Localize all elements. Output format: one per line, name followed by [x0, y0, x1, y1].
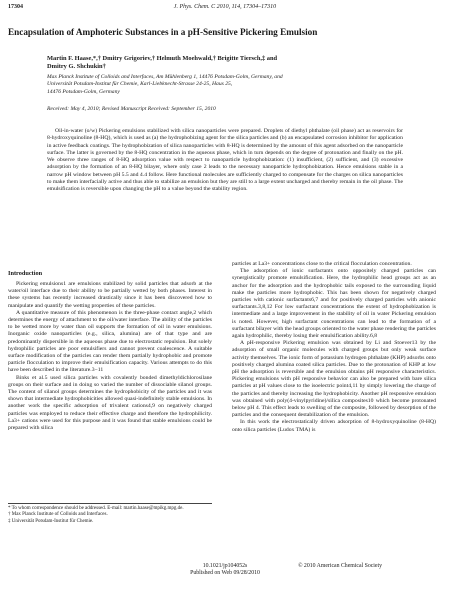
paragraph: Binks et al.5 used silica particles with covalently bonded dimethyldichlorosilane groups on their surface and in doing so varied the number of dissociable silanol groups. The content of silanol groups determines the hydrophobicity of the particles and it was shown that intermediate hydrophobicities allowed quasi-indefinitely stable emulsions. In another work the specific adsorption of trivalent cations4,9 on negatively charged particles was employed to reduce their effective charge and therefore the hydrophilicity. La3+ cations were used for this purpose and it was found that stable emulsions could be prepared with silica — [8, 374, 212, 432]
publication-date: Published on Web 09/28/2010 — [190, 570, 260, 576]
abstract-text: Oil-in-water (o/w) Pickering emulsions stabilized with silica nanoparticles were prepared. Droplets of diethyl phthalate (oil phase) act as reservoirs for 8-hydroxyquinoline (8-HQ), which is used as (a) the hydrophobizing agent for the silica particles and (b) an encapsulated corrosion inhibitor for application in active feedback coatings. The hydrophobization of silica nanoparticles with 8-HQ is determined by the amount of this agent adsorbed on the nanoparticle surface. The latter is governed by the 8-HQ concentration in the aqueous phase, which in turn depends on the degree of protonation and finally on the pH. We observe three ranges of 8-HQ adsorption value with respect to nanoparticle hydrophobization: (1) insufficient, (2) sufficient, and (3) excessive adsorption by the formation of an 8-HQ bilayer, where only case 2 leads to the necessary nanoparticle hydrophobization. Hence emulsions stable in a narrow pH window between pH 5.5 and 4.4 follow. Here functional molecules are sufficiently charged to compensate for the charges on silica nanoparticles to make them interfacially active and thus able to stabilize an emulsion but they are still to a large extent uncharged and thereby remain in the oil phase. The emulsification is reversible upon changing the pH to a value beyond the stability region. — [47, 128, 403, 192]
journal-citation: J. Phys. Chem. C 2010, 114, 17304–17310 — [173, 4, 277, 10]
received-dates: Received: May 4, 2010; Revised Manuscript Received: September 15, 2010 — [47, 106, 216, 112]
authors-line: Martin F. Haase,*,† Dmitry Grigoriev,† Helmuth Moehwald,† Brigitte Tiersch,‡ and — [47, 55, 278, 62]
doi: 10.1021/jp104052s — [202, 563, 248, 569]
paragraph: In this work the electrostatically driven adsorption of 8-hydroxyquinoline (8-HQ) onto silica particles (Ludox TMA) is — [232, 419, 436, 433]
authors-line: Dmitry G. Shchukin† — [47, 63, 106, 70]
paragraph: A pH-responsive Pickering emulsion was obtained by Li and Stoever13 by the adsorption of small organic molecules with charged groups but only weak surface activity themselves. The ionic form of potassium hydrogen phthalate (KHP) adsorbs onto positively charged alumina coated silica particles. Due to the protonation of KHP at low pH the adsorption is reversible and the emulsion obtains pH responsive characteristics. Pickering emulsions with pH responsive behavior can also be prepared with bare silica particles at pH values close to the isoelectric point4,11 by simply lowering the charge of the particles and thereby increasing the hydrophobicity. Another pH responsive emulsion was obtained with poly(4-vinylpyridine)/silica composites10 which become protonated below pH 4. This effect leads to swelling of the composite, followed by desorption of the particles and the consequent destabilization of the emulsion. — [232, 340, 436, 419]
affiliation-line: Universität Potsdam-Institut für Chemie, Karl-Liebknecht-Strasse 24-25, Haus 25, — [47, 81, 233, 88]
left-column — [8, 281, 212, 432]
affiliation-line: Max Planck Institute of Colloids and Interfaces, Am Mühlenberg 1, 14476 Potsdam-Golm, Germany, and — [47, 74, 283, 80]
paragraph: particles at La3+ concentrations close to the critical flocculation concentration. — [232, 261, 412, 267]
paragraph: Pickering emulsions1 are emulsions stabilized by solid particles that adsorb at the water/oil interface due to their ability to be partially wetted by both phases. Interest in these systems has recently increased drastically since it has been discovered how to manipulate and quantify the wetting properties of these particles. — [8, 281, 212, 309]
footnote-affiliation: ‡ Universität Potsdam-Institut für Chemie. — [8, 518, 94, 524]
section-heading: Introduction — [8, 270, 43, 277]
author-list — [47, 55, 387, 71]
footnote-affiliation: † Max Planck Institute of Colloids and Interfaces. — [8, 512, 108, 518]
abstract — [47, 128, 403, 193]
affiliations — [47, 74, 387, 96]
footnote-correspondence: * To whom correspondence should be addressed. E-mail: martin.haase@mpikg.mpg.de. — [8, 506, 184, 511]
copyright: © 2010 American Chemical Society — [298, 563, 382, 569]
page-number: 17304 — [8, 4, 23, 10]
affiliation-line: 14476 Potsdam-Golm, Germany — [47, 88, 120, 95]
paragraph: A quantitative measure of this phenomenon is the three-phase contact angle,2 which determines the energy of attachment to the oil/water interface. The ability of the particles to be wetted more by water than oil supports the formation of oil in water emulsions. Inorganic oxide nanoparticles (e.g., silica, alumina) are of that type and are predominantly dispersible in the aqueous phase due to electrostatic repulsion. But solely hydrophilic particles are poor emulsifiers and cannot prevent coalescence. A suitable surface modification of the particles can render them partially hydrophobic and promote particle flocculation to improve their emulsification capacity. Various attempts to do this have been described in the literature.3−11 — [8, 309, 212, 374]
article-title: Encapsulation of Amphoteric Substances in a pH-Sensitive Pickering Emulsion — [8, 27, 318, 37]
right-column — [232, 261, 436, 434]
paragraph: The adsorption of ionic surfactants onto oppositely charged particles can synergistically promote emulsification. Here, the hydrophilic head groups act as an anchor for the adsorption and the hydrophobic tails exposed to the surrounding liquid make the particles more hydrophobic. This has been shown for negatively charged particles with cationic surfactants6,7 and for positively charged particles with anionic surfactants.3,8,12 For low surfactant concentrations the extent of hydrophobization is intermediate and a large improvement in the stability of oil in water Pickering emulsion is noted. However, high surfactant concentrations can lead to the formation of a surfactant bilayer with the head groups oriented to the water phase rendering the particles again hydrophilic, thereby losing their emulsification ability.6,8 — [232, 268, 436, 340]
footnotes — [8, 503, 212, 525]
